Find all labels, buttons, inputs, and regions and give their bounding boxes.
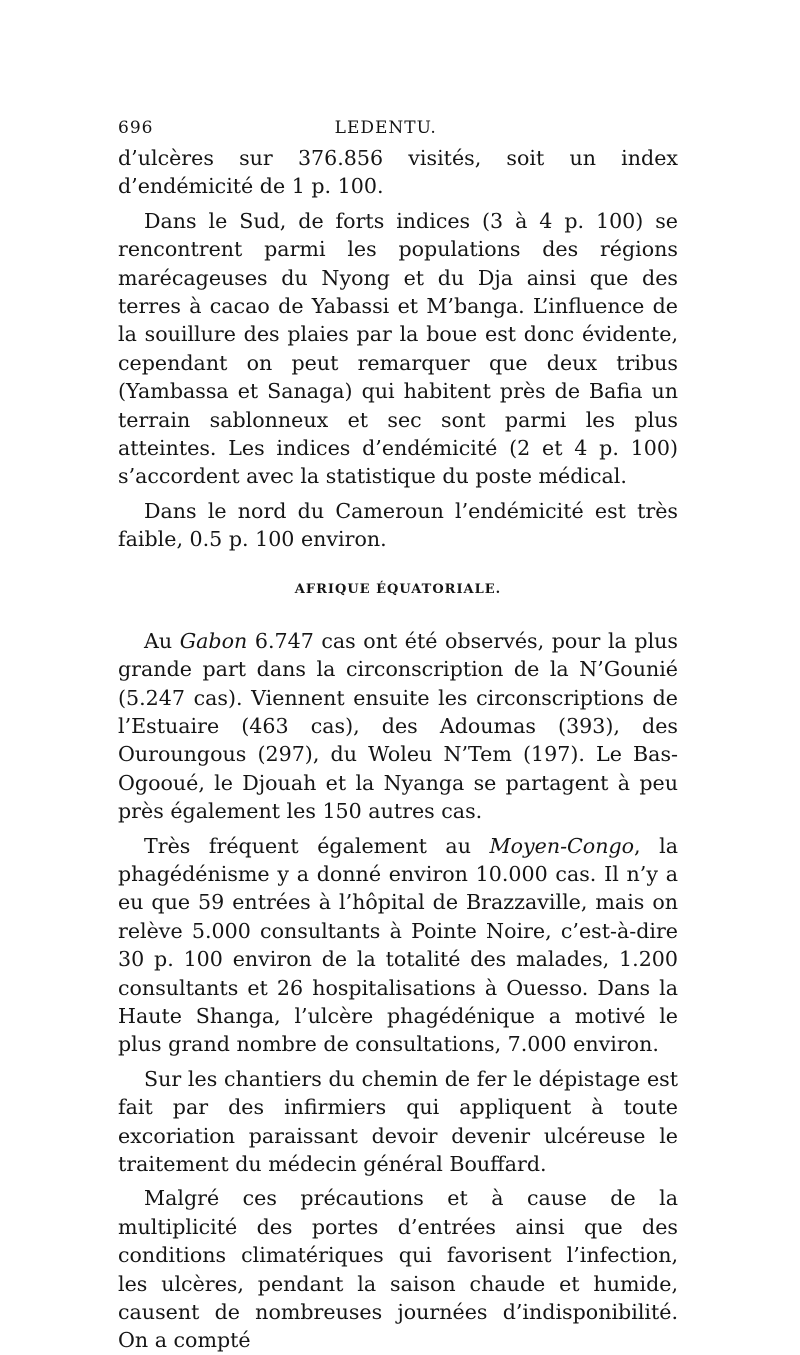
running-title: LEDENTU. [334, 118, 437, 138]
body-text [118, 144, 678, 1355]
paragraph-precautions: Malgré ces précautions et à cause de la multiplicité des portes d’entrées ainsi que des conditions climatériques qui favorisent l’infection, les ulcères, pendant la saison chaude et humide, causent de nombreuses journées d’indisponibilité. On a compté [118, 1186, 678, 1353]
page-number: 696 [118, 118, 154, 138]
section-heading: AFRIQUE ÉQUATORIALE. [294, 581, 502, 597]
paragraph-south-cameroon: Dans le Sud, de forts indices (3 à 4 p. 100) se rencontrent parmi les populations des régions marécageuses du Nyong et du Dja ainsi que des terres à cacao de Yabassi et M’banga. L’influence de la souillure des plaies par la boue est donc évidente, cependant on peut remarquer que deux tribus (Yambassa et Sanaga) qui habitent près de Bafia un terrain sablonneux et sec sont parmi les plus atteintes. Les indices d’endémicité (2 et 4 p. 100) s’accordent avec la statistique du poste médical. [118, 208, 678, 489]
paragraph-gabon [118, 627, 678, 826]
gabon-text: 6.747 cas ont été observés, pour la plus grande part dans la circonscription de la N’Gounié (5.247 cas). Viennent ensuite les circonscriptions de l’Estuaire (463 cas), des Adoumas (393), des Ouroungous (297), du Woleu N’Tem (197). Le Bas-Ogooué, le Djouah et la Nyanga se partagent à peu près également les 150 autres cas. [118, 628, 678, 824]
congo-text: , la phagédénisme y a donné environ 10.000 cas. Il n’y a eu que 59 entrées à l’hôpital de Brazzaville, mais on relève 5.000 consultants à Pointe Noire, c’est-à-dire 30 p. 100 environ de la totalité des malades, 1.200 consultants et 26 hospitalisations à Ouesso. Dans la Haute Shanga, l’ulcère phagédénique a motivé le plus grand nombre de consultations, 7.000 environ. [118, 833, 678, 1057]
congo-lead: Très fréquent également au [144, 833, 490, 858]
gabon-lead: Au [144, 628, 180, 653]
paragraph-railway: Sur les chantiers du chemin de fer le dépistage est fait par des infirmiers qui appliquent à toute excoriation paraissant devoir devenir ulcéreuse le traitement du médecin général Bouffard. [118, 1066, 678, 1176]
paragraph-moyen-congo [118, 832, 678, 1059]
gabon-place: Gabon [179, 628, 248, 653]
running-head [118, 118, 678, 138]
paragraph-continued: d’ulcères sur 376.856 visités, soit un index d’endémicité de 1 p. 100. [118, 146, 678, 199]
congo-place: Moyen-Congo [489, 833, 635, 858]
paragraph-north-cameroon: Dans le nord du Cameroun l’endémicité est très faible, 0.5 p. 100 environ. [118, 498, 678, 552]
